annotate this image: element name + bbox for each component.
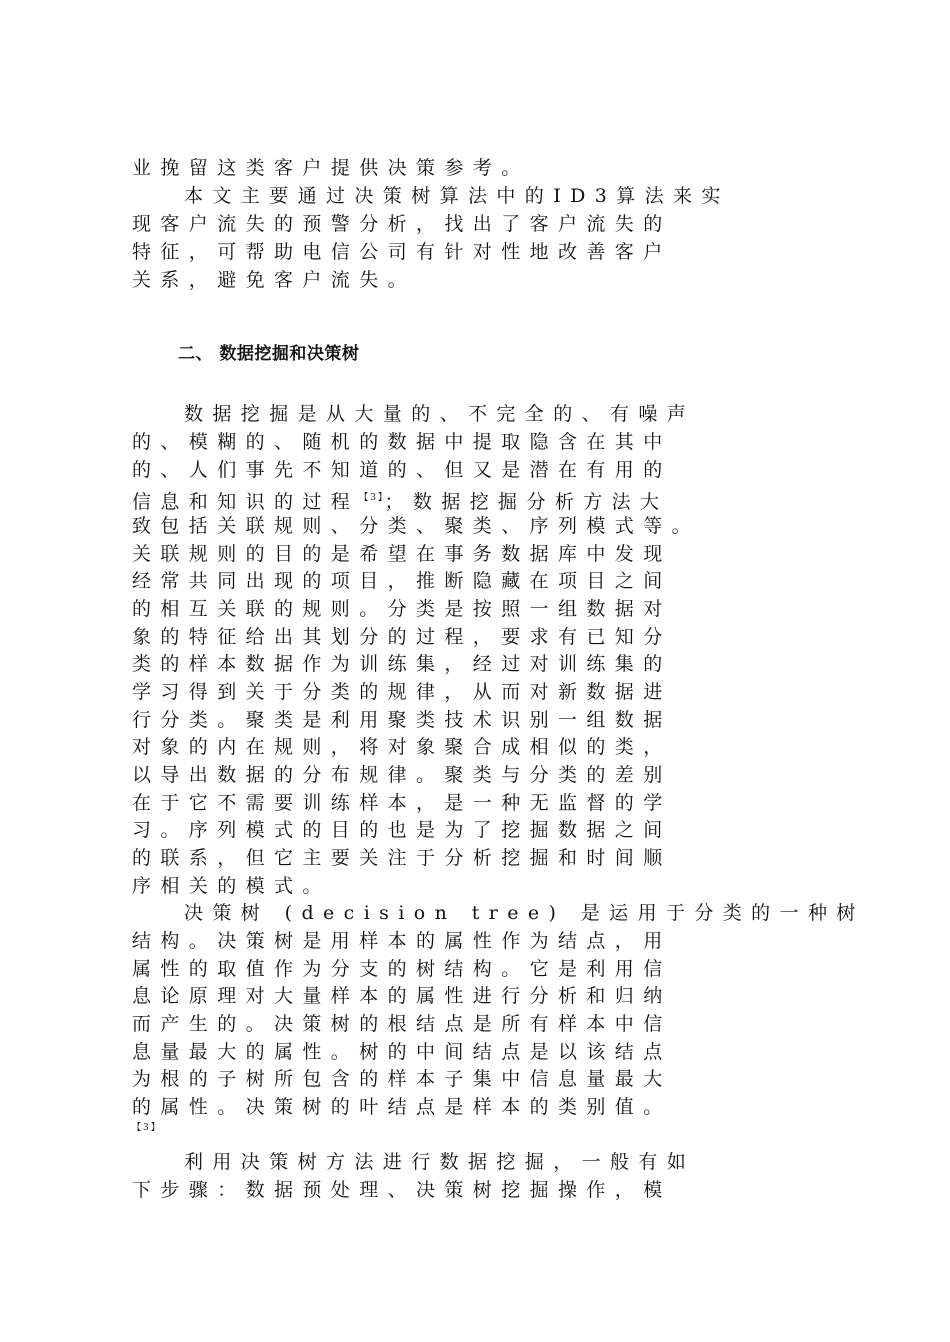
body-text-line: 的相互关联的规则。分类是按照一组数据对 bbox=[132, 598, 672, 620]
body-text-segment: ；数据挖掘分析方法大 bbox=[384, 491, 669, 513]
body-text-line: 决策树 (decision tree) 是运用于分类的一种树 bbox=[184, 902, 865, 924]
body-text-line: 序相关的模式。 bbox=[132, 875, 331, 897]
body-text-line: 关系，避免客户流失。 bbox=[132, 269, 417, 291]
body-text-line: 经常共同出现的项目，推断隐藏在项目之间 bbox=[132, 570, 672, 592]
body-text-line: 现客户流失的预警分析，找出了客户流失的 bbox=[132, 213, 672, 235]
section-heading: 二、 数据挖掘和决策树 bbox=[178, 344, 360, 364]
body-text-line: 致包括关联规则、分类、聚类、序列模式等。 bbox=[132, 515, 701, 537]
body-text-segment: 信息和知识的过程 bbox=[132, 491, 360, 513]
body-text-line: 业挽留这类客户提供决策参考。 bbox=[132, 157, 530, 179]
body-text-line: 的、模糊的、随机的数据中提取隐含在其中 bbox=[132, 431, 672, 453]
body-text-line: 属性的取值作为分支的树结构。它是利用信 bbox=[132, 958, 672, 980]
body-text-line: 结构。决策树是用样本的属性作为结点，用 bbox=[132, 930, 672, 952]
body-text-line: 在于它不需要训练样本，是一种无监督的学 bbox=[132, 792, 672, 814]
body-text-line: 息论原理对大量样本的属性进行分析和归纳 bbox=[132, 985, 672, 1007]
citation-marker: 【3】 bbox=[132, 1123, 162, 1133]
body-text-line: 本文主要通过决策树算法中的ID3算法来实 bbox=[184, 185, 730, 207]
body-text-line: 息量最大的属性。树的中间结点是以该结点 bbox=[132, 1041, 672, 1063]
body-text-line: 利用决策树方法进行数据挖掘，一般有如 bbox=[184, 1151, 696, 1173]
body-text-line: 特征，可帮助电信公司有针对性地改善客户 bbox=[132, 241, 672, 263]
body-text-line: 为根的子树所包含的样本子集中信息量最大 bbox=[132, 1068, 672, 1090]
body-text-line: 而产生的。决策树的根结点是所有样本中信 bbox=[132, 1013, 672, 1035]
body-text-line: 类的样本数据作为训练集，经过对训练集的 bbox=[132, 653, 672, 675]
body-text-line: 学习得到关于分类的规律，从而对新数据进 bbox=[132, 681, 672, 703]
body-text-line: 数据挖掘是从大量的、不完全的、有噪声 bbox=[184, 403, 696, 425]
body-text-line: 对象的内在规则，将对象聚合成相似的类， bbox=[132, 736, 672, 758]
citation-marker: 【3】 bbox=[359, 493, 385, 503]
body-text-line: 象的特征给出其划分的过程，要求有已知分 bbox=[132, 626, 672, 648]
body-text-line: 习。序列模式的目的也是为了挖掘数据之间 bbox=[132, 819, 672, 841]
body-text-line: 下步骤：数据预处理、决策树挖掘操作，模 bbox=[132, 1179, 672, 1201]
body-text-line: 的联系，但它主要关注于分析挖掘和时间顺 bbox=[132, 847, 672, 869]
body-text-line: 的、人们事先不知道的、但又是潜在有用的 bbox=[132, 459, 672, 481]
body-text-line: 关联规则的目的是希望在事务数据库中发现 bbox=[132, 543, 672, 565]
body-text-line-with-citation bbox=[132, 484, 812, 512]
body-text-line: 行分类。聚类是利用聚类技术识别一组数据 bbox=[132, 709, 672, 731]
body-text-line: 的属性。决策树的叶结点是样本的类别值。 bbox=[132, 1096, 672, 1118]
body-text-line: 以导出数据的分布规律。聚类与分类的差别 bbox=[132, 764, 672, 786]
